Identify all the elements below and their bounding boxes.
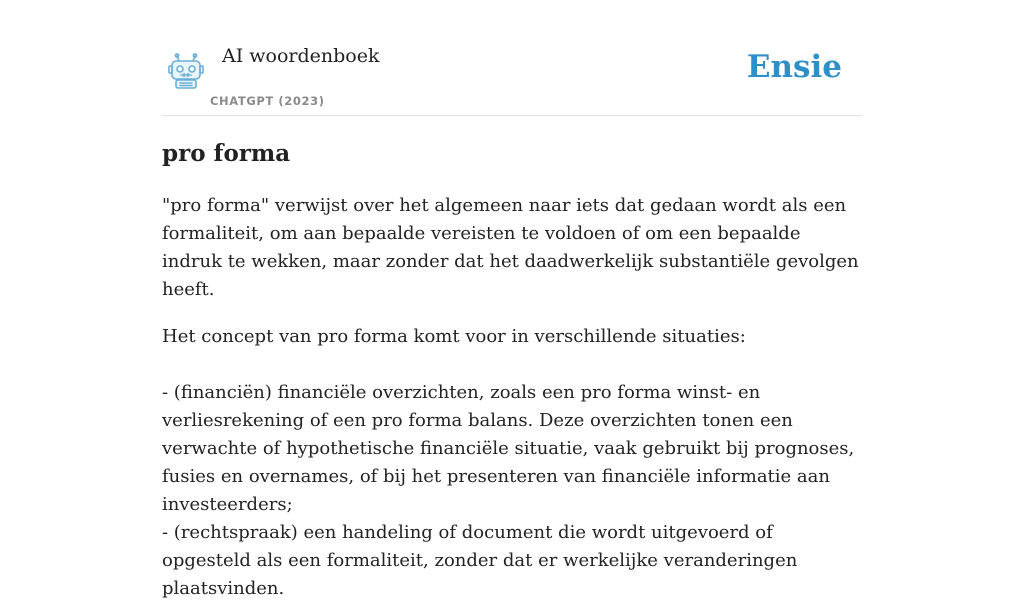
entry-term: pro forma [162,140,291,167]
brand-logo[interactable]: Ensie [746,49,842,85]
dictionary-header [162,0,862,116]
source-label: CHATGPT (2023) [210,94,325,108]
definition-paragraph: Het concept van pro forma komt voor in verschillende situaties: [162,326,746,347]
robot-icon [166,52,206,90]
definition-list-item: - (financiën) financiële overzichten, zoals een pro forma winst- en verliesrekening of een pro forma balans. Deze overzichten tonen een verwachte of hypothetische financiële situatie, vaak gebruikt bij prognoses, fusies en overnames, of bij het presenteren van financiële informatie aan investeerders; [162,382,855,515]
definition-paragraph: "pro forma" verwijst over het algemeen naar iets dat gedaan wordt als een formaliteit, om aan bepaalde vereisten te voldoen of om een bepaalde indruk te wekken, maar zonder dat het daadwerkelijk substantiële gevolgen heeft. [162,195,859,300]
definition-list-item: - (rechtspraak) een handeling of document die wordt uitgevoerd of opgesteld als een formaliteit, zonder dat er werkelijke veranderingen plaatsvinden. [162,522,798,599]
page [162,0,862,599]
dictionary-title[interactable]: AI woordenboek [222,45,380,67]
entry-definition [162,192,862,603]
